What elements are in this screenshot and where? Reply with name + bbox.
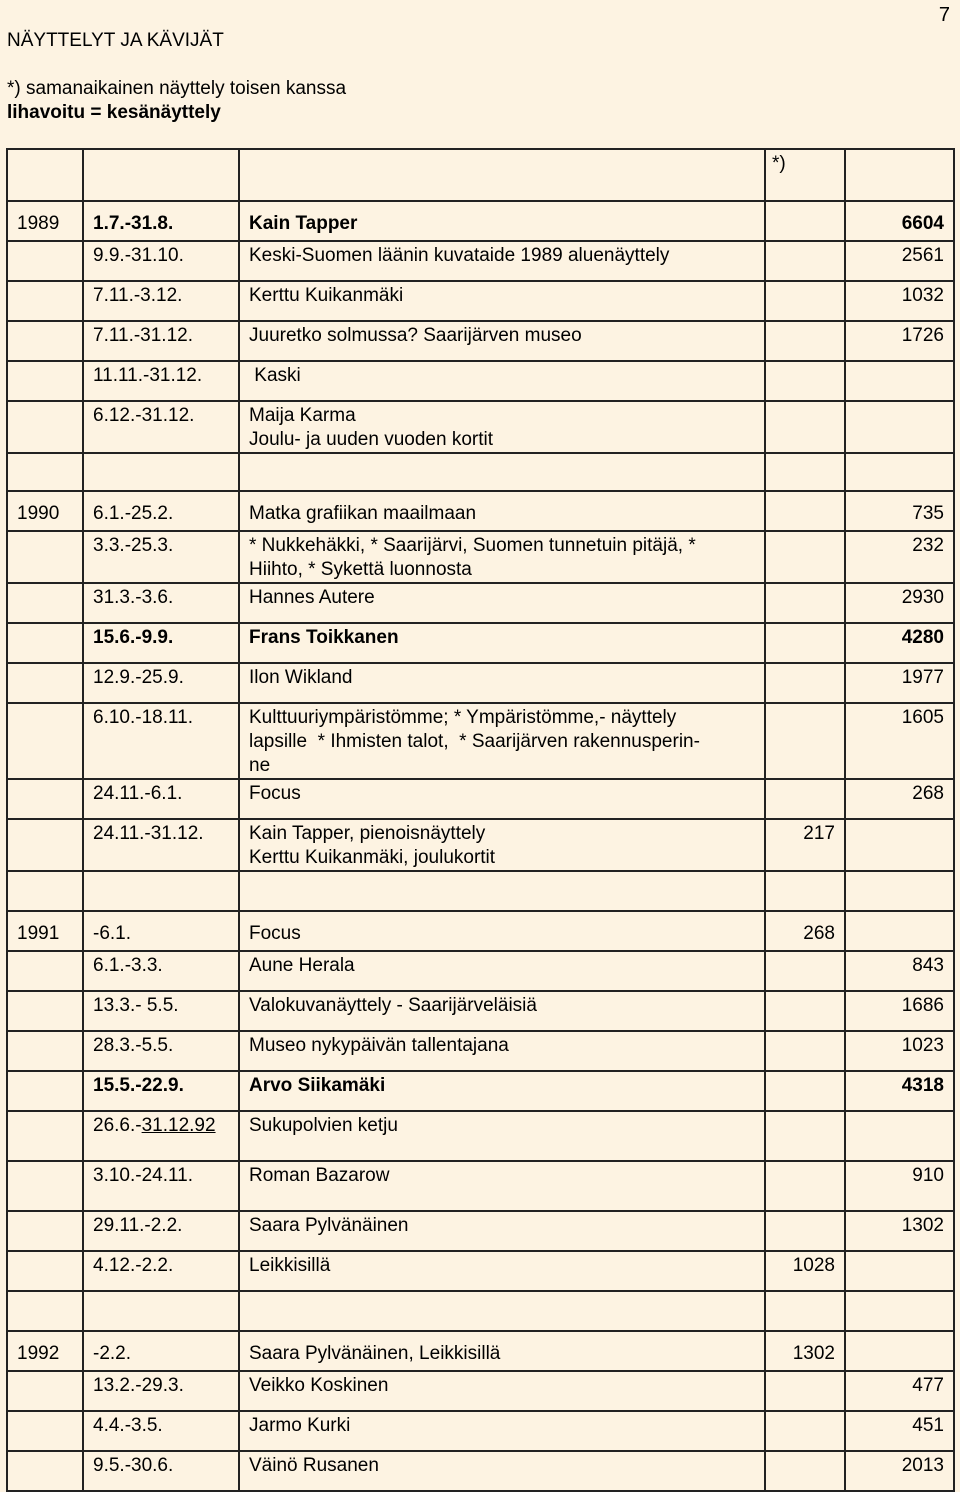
title-cell: [239, 1451, 765, 1491]
date-cell: 6.1.-3.3.: [83, 951, 239, 991]
year-cell: [7, 1111, 83, 1161]
visitors-cell: 1977: [845, 663, 954, 703]
visitors-cell: [845, 1331, 954, 1371]
title-cell: [239, 281, 765, 321]
title-cell: [239, 1111, 765, 1161]
date-cell: [83, 149, 239, 201]
year-cell: [7, 1071, 83, 1111]
title-cell: [239, 1371, 765, 1411]
date-cell: 24.11.-31.12.: [83, 819, 239, 871]
date-cell: 3.10.-24.11.: [83, 1161, 239, 1211]
title-line: Jarmo Kurki: [249, 1415, 351, 1436]
concurrent-cell: [765, 1411, 845, 1451]
visitors-cell: [845, 1291, 954, 1331]
date-cell: [83, 1291, 239, 1331]
title-cell: [239, 1161, 765, 1211]
title-line: Matka grafiikan maailmaan: [249, 503, 477, 524]
title-cell: [239, 1291, 765, 1331]
visitors-cell: 4280: [845, 623, 954, 663]
year-cell: [7, 623, 83, 663]
date-cell: [83, 453, 239, 491]
title-line: Arvo Siikamäki: [249, 1075, 386, 1096]
concurrent-cell: [765, 951, 845, 991]
concurrent-cell: [765, 991, 845, 1031]
visitors-cell: [845, 361, 954, 401]
title-cell: [239, 991, 765, 1031]
title-line: Hiihto, * Sykettä luonnosta: [249, 559, 472, 580]
year-cell: [7, 361, 83, 401]
title-line: Juuretko solmussa? Saarijärven museo: [249, 325, 582, 346]
year-cell: [7, 1161, 83, 1211]
concurrent-cell: [765, 663, 845, 703]
title-cell: [239, 1071, 765, 1111]
visitors-cell: [845, 819, 954, 871]
table-row: [7, 1071, 954, 1111]
date-cell: 13.2.-29.3.: [83, 1371, 239, 1411]
concurrent-cell: [765, 531, 845, 583]
title-line: Saara Pylvänäinen: [249, 1215, 409, 1236]
title-line: Väinö Rusanen: [249, 1455, 379, 1476]
title-cell: [239, 951, 765, 991]
visitors-cell: [845, 401, 954, 453]
title-cell: [239, 1411, 765, 1451]
title-line: Saara Pylvänäinen, Leikkisillä: [249, 1343, 501, 1364]
year-cell: [7, 1371, 83, 1411]
title-line: Leikkisillä: [249, 1255, 331, 1276]
table-row: [7, 1211, 954, 1251]
visitors-cell: 1032: [845, 281, 954, 321]
date-cell: 9.5.-30.6.: [83, 1451, 239, 1491]
table-row: [7, 401, 954, 453]
title-line: Focus: [249, 923, 301, 944]
concurrent-cell: [765, 1111, 845, 1161]
table-row: [7, 819, 954, 871]
year-cell: [7, 401, 83, 453]
visitors-cell: [845, 911, 954, 951]
concurrent-cell: 1302: [765, 1331, 845, 1371]
title-cell: [239, 911, 765, 951]
header-legend: lihavoitu = kesänäyttely: [7, 102, 221, 123]
table-row: [7, 321, 954, 361]
table-row: [7, 1371, 954, 1411]
title-cell: [239, 149, 765, 201]
title-cell: [239, 663, 765, 703]
year-cell: [7, 583, 83, 623]
title-line: Keski-Suomen läänin kuvataide 1989 aluenäyttely: [249, 245, 670, 266]
concurrent-cell: [765, 623, 845, 663]
visitors-cell: 451: [845, 1411, 954, 1451]
date-cell: 1.7.-31.8.: [83, 201, 239, 241]
title-cell: [239, 241, 765, 281]
title-line: Kain Tapper, pienoisnäyttely: [249, 823, 486, 844]
year-cell: 1992: [7, 1331, 83, 1371]
concurrent-cell: [765, 779, 845, 819]
date-cell: [83, 871, 239, 911]
title-cell: [239, 583, 765, 623]
title-line: Museo nykypäivän tallentajana: [249, 1035, 509, 1056]
title-line: Kain Tapper: [249, 213, 358, 234]
title-cell: [239, 1211, 765, 1251]
title-line: Joulu- ja uuden vuoden kortit: [249, 429, 493, 450]
table-row: [7, 1291, 954, 1331]
visitors-cell: [845, 1251, 954, 1291]
date-cell: 3.3.-25.3.: [83, 531, 239, 583]
concurrent-cell: [765, 491, 845, 531]
date-cell: 7.11.-3.12.: [83, 281, 239, 321]
year-cell: [7, 991, 83, 1031]
date-cell: -6.1.: [83, 911, 239, 951]
concurrent-cell: [765, 703, 845, 779]
date-cell: 6.10.-18.11.: [83, 703, 239, 779]
title-line: lapsille * Ihmisten talot, * Saarijärven rakennusperin-: [249, 731, 700, 752]
concurrent-cell: [765, 583, 845, 623]
title-line: Kerttu Kuikanmäki: [249, 285, 404, 306]
title-line: Veikko Koskinen: [249, 1375, 389, 1396]
table-row: [7, 1111, 954, 1161]
title-line: Kulttuuriympäristömme; * Ympäristömme,- näyttely: [249, 707, 677, 728]
title-line: Kaski: [249, 365, 301, 386]
date-cell: 15.5.-22.9.: [83, 1071, 239, 1111]
title-cell: [239, 819, 765, 871]
year-cell: [7, 241, 83, 281]
concurrent-cell: [765, 871, 845, 911]
header-note: *) samanaikainen näyttely toisen kanssa: [7, 78, 347, 99]
concurrent-cell: *): [765, 149, 845, 201]
date-cell: 6.12.-31.12.: [83, 401, 239, 453]
year-cell: [7, 871, 83, 911]
year-cell: [7, 1411, 83, 1451]
concurrent-cell: [765, 361, 845, 401]
page-title: NÄYTTELYT JA KÄVIJÄT: [7, 30, 224, 51]
visitors-cell: 910: [845, 1161, 954, 1211]
visitors-cell: 2013: [845, 1451, 954, 1491]
year-cell: [7, 281, 83, 321]
title-line: Sukupolvien ketju: [249, 1115, 398, 1136]
year-cell: [7, 1211, 83, 1251]
table-row: [7, 779, 954, 819]
visitors-cell: 735: [845, 491, 954, 531]
year-cell: [7, 1251, 83, 1291]
year-cell: 1989: [7, 201, 83, 241]
table-row: [7, 911, 954, 951]
concurrent-cell: [765, 1161, 845, 1211]
concurrent-cell: [765, 241, 845, 281]
visitors-cell: [845, 871, 954, 911]
title-cell: [239, 871, 765, 911]
visitors-cell: 2561: [845, 241, 954, 281]
year-cell: [7, 1451, 83, 1491]
visitors-cell: 2930: [845, 583, 954, 623]
concurrent-cell: 217: [765, 819, 845, 871]
date-cell: 29.11.-2.2.: [83, 1211, 239, 1251]
exhibitions-table: [6, 148, 955, 1492]
title-cell: [239, 1251, 765, 1291]
title-cell: [239, 531, 765, 583]
table-row: [7, 1331, 954, 1371]
visitors-cell: 4318: [845, 1071, 954, 1111]
table-row: [7, 871, 954, 911]
title-line: Focus: [249, 783, 301, 804]
year-cell: [7, 149, 83, 201]
year-cell: 1990: [7, 491, 83, 531]
concurrent-cell: [765, 453, 845, 491]
date-cell: -2.2.: [83, 1331, 239, 1371]
page-header: [7, 29, 346, 125]
table-row: [7, 149, 954, 201]
year-cell: [7, 1031, 83, 1071]
date-cell: 12.9.-25.9.: [83, 663, 239, 703]
concurrent-cell: [765, 1371, 845, 1411]
table-row: [7, 361, 954, 401]
title-line: Aune Herala: [249, 955, 355, 976]
title-cell: [239, 703, 765, 779]
table-row: [7, 663, 954, 703]
table-row: [7, 491, 954, 531]
table-row: [7, 1411, 954, 1451]
table-row: [7, 281, 954, 321]
visitors-cell: 232: [845, 531, 954, 583]
table-row: [7, 991, 954, 1031]
visitors-cell: 477: [845, 1371, 954, 1411]
concurrent-cell: [765, 281, 845, 321]
concurrent-cell: 1028: [765, 1251, 845, 1291]
date-cell: 7.11.-31.12.: [83, 321, 239, 361]
year-cell: [7, 819, 83, 871]
date-cell: 13.3.- 5.5.: [83, 991, 239, 1031]
concurrent-cell: [765, 1071, 845, 1111]
table-row: [7, 623, 954, 663]
table-row: [7, 951, 954, 991]
title-line: Maija Karma: [249, 405, 356, 426]
year-cell: [7, 779, 83, 819]
title-cell: [239, 321, 765, 361]
table-row: [7, 583, 954, 623]
table-row: [7, 531, 954, 583]
date-start: 26.6.-: [93, 1115, 142, 1136]
visitors-cell: 1302: [845, 1211, 954, 1251]
table-row: [7, 241, 954, 281]
year-cell: 1991: [7, 911, 83, 951]
concurrent-cell: [765, 1031, 845, 1071]
title-cell: [239, 361, 765, 401]
title-line: ne: [249, 755, 271, 776]
date-end: 31.12.92: [141, 1115, 216, 1136]
table-row: [7, 453, 954, 491]
date-cell: 4.4.-3.5.: [83, 1411, 239, 1451]
date-cell: 24.11.-6.1.: [83, 779, 239, 819]
visitors-cell: 268: [845, 779, 954, 819]
year-cell: [7, 1291, 83, 1331]
title-line: Hannes Autere: [249, 587, 375, 608]
visitors-cell: 1605: [845, 703, 954, 779]
date-cell: 9.9.-31.10.: [83, 241, 239, 281]
visitors-cell: [845, 149, 954, 201]
visitors-cell: 1726: [845, 321, 954, 361]
concurrent-cell: [765, 1291, 845, 1331]
title-line: Ilon Wikland: [249, 667, 353, 688]
title-line: Kerttu Kuikanmäki, joulukortit: [249, 847, 496, 868]
concurrent-cell: [765, 1211, 845, 1251]
year-cell: [7, 453, 83, 491]
title-cell: [239, 779, 765, 819]
table-row: [7, 1161, 954, 1211]
table-row: [7, 201, 954, 241]
page-number: 7: [938, 4, 950, 26]
year-cell: [7, 663, 83, 703]
title-cell: [239, 453, 765, 491]
date-cell: 15.6.-9.9.: [83, 623, 239, 663]
date-cell: [83, 1111, 239, 1161]
date-cell: 28.3.-5.5.: [83, 1031, 239, 1071]
concurrent-cell: 268: [765, 911, 845, 951]
visitors-cell: 843: [845, 951, 954, 991]
year-cell: [7, 951, 83, 991]
title-cell: [239, 623, 765, 663]
year-cell: [7, 703, 83, 779]
year-cell: [7, 321, 83, 361]
table-row: [7, 1031, 954, 1071]
concurrent-cell: [765, 201, 845, 241]
title-cell: [239, 491, 765, 531]
concurrent-cell: [765, 321, 845, 361]
title-cell: [239, 1031, 765, 1071]
date-cell: 4.12.-2.2.: [83, 1251, 239, 1291]
visitors-cell: [845, 1111, 954, 1161]
concurrent-cell: [765, 401, 845, 453]
table-row: [7, 1251, 954, 1291]
title-cell: [239, 401, 765, 453]
visitors-cell: 1686: [845, 991, 954, 1031]
year-cell: [7, 531, 83, 583]
title-cell: [239, 1331, 765, 1371]
table-row: [7, 1451, 954, 1491]
table-row: [7, 703, 954, 779]
title-line: Roman Bazarow: [249, 1165, 390, 1186]
visitors-cell: 1023: [845, 1031, 954, 1071]
date-cell: 31.3.-3.6.: [83, 583, 239, 623]
title-line: Valokuvanäyttely - Saarijärveläisiä: [249, 995, 537, 1016]
date-cell: 11.11.-31.12.: [83, 361, 239, 401]
visitors-cell: [845, 453, 954, 491]
concurrent-cell: [765, 1451, 845, 1491]
title-cell: [239, 201, 765, 241]
date-cell: 6.1.-25.2.: [83, 491, 239, 531]
visitors-cell: 6604: [845, 201, 954, 241]
title-line: Frans Toikkanen: [249, 627, 399, 648]
title-line: * Nukkehäkki, * Saarijärvi, Suomen tunnetuin pitäjä, *: [249, 535, 696, 556]
